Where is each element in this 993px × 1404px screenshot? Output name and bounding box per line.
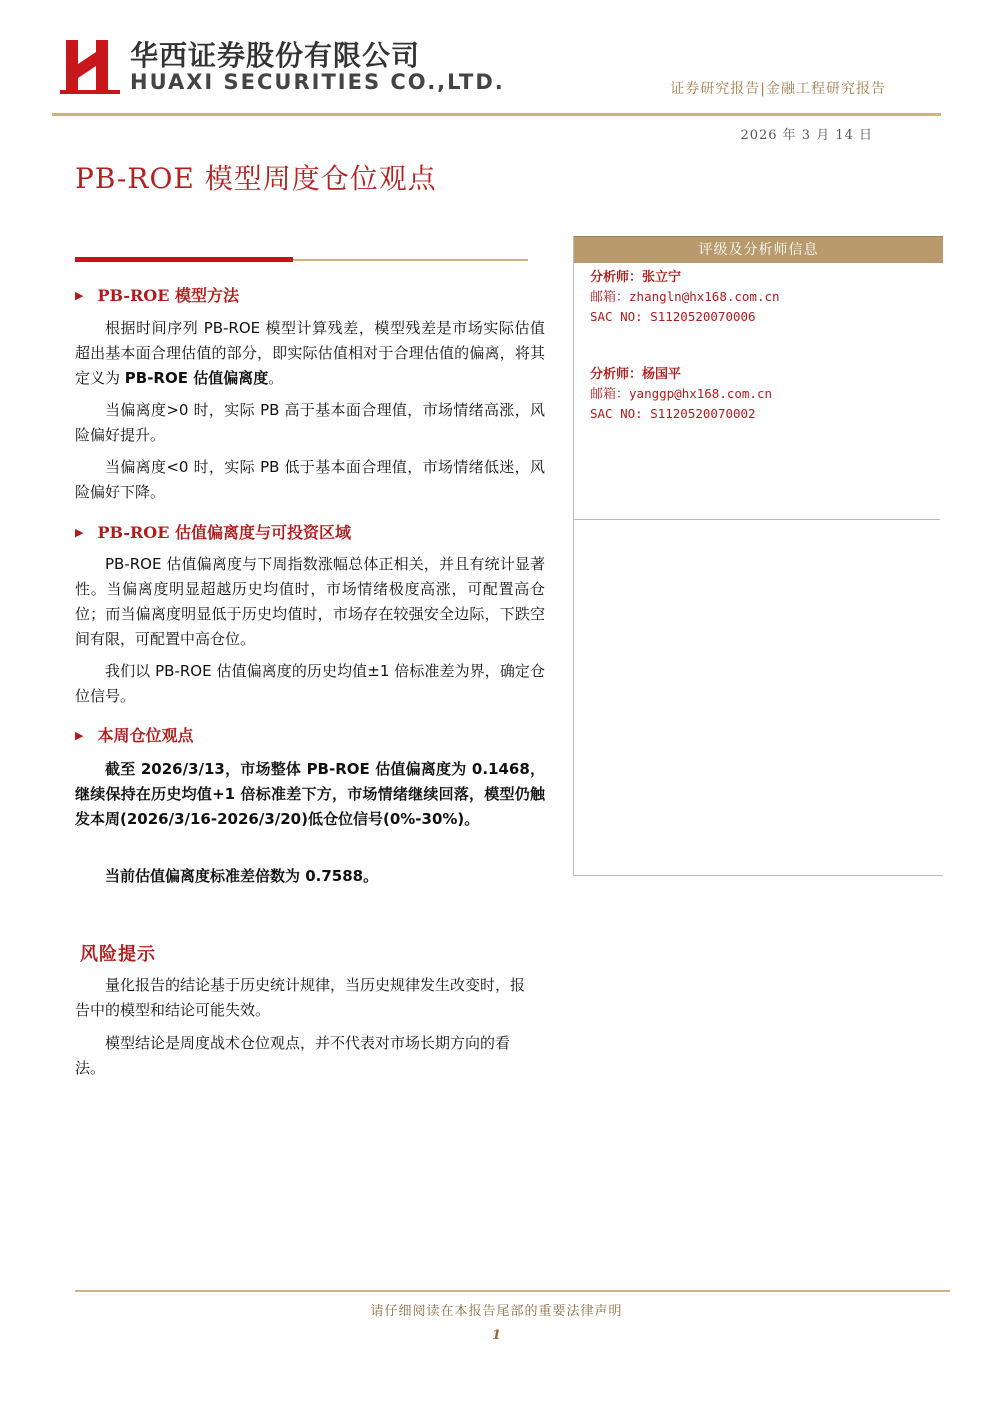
analyst-sac: SAC NO: S1120520070006 <box>590 309 756 324</box>
triangle-right-icon: ▶ <box>75 526 84 539</box>
report-type: 证券研究报告|金融工程研究报告 <box>670 81 886 97</box>
paragraph: 模型结论是周度战术仓位观点，并不代表对市场长期方向的看法。 <box>75 1034 511 1077</box>
paragraph: 我们以 PB-ROE 估值偏离度的历史均值±1 倍标准差为界，确定仓位信号。 <box>75 662 545 705</box>
paragraph-bold: 当前估值偏离度标准差倍数为 0.7588。 <box>105 867 379 885</box>
risk-title: 风险提示 <box>80 944 156 965</box>
section-heading-view: ▶ 本周仓位观点 <box>75 726 194 745</box>
analyst-card: 分析师：杨国平 邮箱：yanggp@hx168.com.cn SAC NO: S1120520070002 <box>590 367 773 421</box>
company-name-cn: 华西证券股份有限公司 <box>130 39 421 72</box>
page-number: 1 <box>491 1328 502 1343</box>
paragraph: 根据时间序列 PB-ROE 模型计算残差，模型残差是市场实际估值超出基本面合理估值的部分，即实际估值相对于合理估值的偏离，将其定义为 PB-ROE 估值偏离度。 <box>75 319 545 387</box>
analyst-card: 分析师：张立宁 邮箱：zhangln@hx168.com.cn SAC NO: S1120520070006 <box>590 270 780 324</box>
paragraph: 量化报告的结论基于历史统计规律，当历史规律发生改变时，报告中的模型和结论可能失效。 <box>75 976 526 1019</box>
sidebar-divider <box>573 236 574 876</box>
footer-disclaimer: 请仔细阅读在本报告尾部的重要法律声明 <box>370 1304 623 1319</box>
section-heading-region: ▶ PB-ROE 估值偏离度与可投资区域 <box>75 523 351 542</box>
sidebar-header: 评级及分析师信息 <box>574 236 943 263</box>
huaxi-logo-icon <box>60 32 120 98</box>
analyst-sidebar <box>574 236 943 263</box>
page-title: PB-ROE 模型周度仓位观点 <box>75 162 437 195</box>
section-heading-method: ▶ PB-ROE 模型方法 <box>75 286 239 305</box>
analyst-sac: SAC NO: S1120520070002 <box>590 406 756 421</box>
section-bar <box>75 257 528 262</box>
triangle-right-icon: ▶ <box>75 289 84 302</box>
header-divider <box>52 113 941 116</box>
analyst-name: 分析师：张立宁 <box>590 270 682 285</box>
sidebar-rule <box>574 519 940 520</box>
triangle-right-icon: ▶ <box>75 729 84 742</box>
sidebar-rule <box>574 875 943 876</box>
analyst-email[interactable]: yanggp@hx168.com.cn <box>629 386 773 401</box>
company-name-en: HUAXI SECURITIES CO.,LTD. <box>130 70 505 94</box>
analyst-name: 分析师：杨国平 <box>590 367 682 382</box>
paragraph-bold: 截至 2026/3/13，市场整体 PB-ROE 估值偏离度为 0.1468，继续保持在历史均值+1 倍标准差下方，市场情绪继续回落，模型仍触发本周(2026/3/16-2026/3/20)低仓位信号(0%-30%)。 <box>75 760 545 828</box>
paragraph: 当偏离度>0 时，实际 PB 高于基本面合理值，市场情绪高涨，风险偏好提升。 <box>75 401 545 444</box>
analyst-email[interactable]: zhangln@hx168.com.cn <box>629 289 780 304</box>
footer-divider <box>75 1290 950 1292</box>
paragraph: 当偏离度<0 时，实际 PB 低于基本面合理值，市场情绪低迷，风险偏好下降。 <box>75 458 545 501</box>
paragraph: PB-ROE 估值偏离度与下周指数涨幅总体正相关，并且有统计显著性。当偏离度明显超越历史均值时，市场情绪极度高涨，可配置高仓位；而当偏离度明显低于历史均值时，市场存在较强安全边际，下跌空间有限，可配置中高仓位。 <box>75 555 545 648</box>
company-logo <box>60 30 505 100</box>
report-date: 2026 年 3 月 14 日 <box>740 128 873 143</box>
